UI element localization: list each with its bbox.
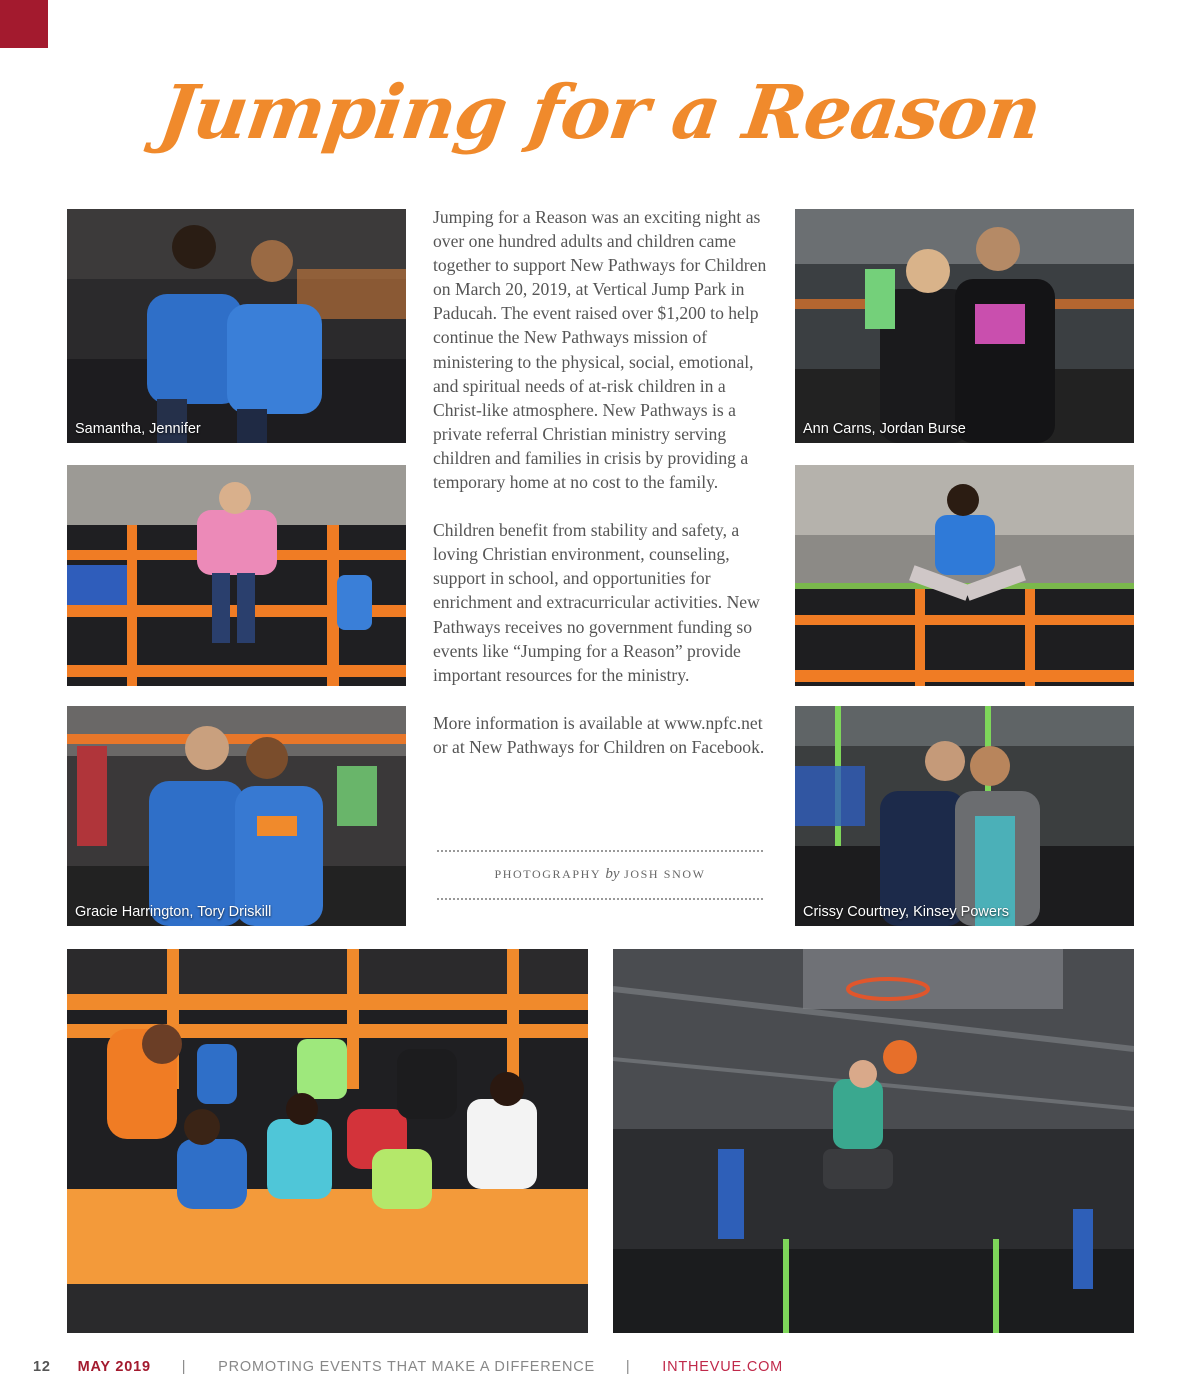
photo-credit-box [437, 850, 763, 900]
credit-name: JOSH SNOW [624, 867, 706, 881]
photo-credit [437, 866, 763, 883]
credit-label: PHOTOGRAPHY [494, 867, 601, 881]
photo-girl-pink-jumping [67, 465, 406, 686]
photo-gracie-tory [67, 706, 406, 926]
photo-caption: Ann Carns, Jordan Burse [803, 421, 966, 437]
photo-caption: Gracie Harrington, Tory Driskill [75, 904, 272, 920]
photo-samantha-jennifer [67, 209, 406, 443]
page-footer [33, 1359, 1173, 1375]
photo-group-children [67, 949, 588, 1333]
photo-caption: Samantha, Jennifer [75, 421, 201, 437]
footer-divider: | [625, 1359, 631, 1375]
footer-tagline: PROMOTING EVENTS THAT MAKE A DIFFERENCE [218, 1359, 596, 1375]
photo-ann-jordan [795, 209, 1134, 443]
credit-by: by [605, 866, 620, 882]
footer-site-link[interactable]: INTHEVUE.COM [662, 1359, 784, 1375]
corner-accent [0, 0, 48, 48]
photo-caption: Crissy Courtney, Kinsey Powers [803, 904, 1010, 920]
page-number: 12 [33, 1359, 51, 1375]
page-title: Jumping for a Reason [154, 70, 1046, 156]
footer-divider: | [181, 1359, 187, 1375]
article-paragraph: More information is available at www.npfc.net or at New Pathways for Children on Facebook. [433, 712, 765, 757]
article-body [433, 205, 769, 783]
article-paragraph: Children benefit from stability and safety, a loving Christian environment, counseling, support in school, and opportunities for enrichment and extracurricular activities. New Pathways receives no government funding so events like “Jumping for a Reason” provide important resources for the ministry. [433, 520, 760, 685]
article-paragraph: Jumping for a Reason was an exciting night as over one hundred adults and children came together to support New Pathways for Children on March 20, 2019, at Vertical Jump Park in Paducah. The event raised over $1,200 to help continue the New Pathways mission of ministering to the physical, social, emotional, and spiritual needs of at-risk children in a Christ-like atmosphere. New Pathways is a private referral Christian ministry serving children and families in crisis by providing a temporary home at no cost to the family. [433, 207, 767, 493]
photo-basketball-dunk [613, 949, 1134, 1333]
photo-girl-blue-jumping [795, 465, 1134, 686]
photo-crissy-kinsey [795, 706, 1134, 926]
issue-date: MAY 2019 [77, 1359, 151, 1375]
